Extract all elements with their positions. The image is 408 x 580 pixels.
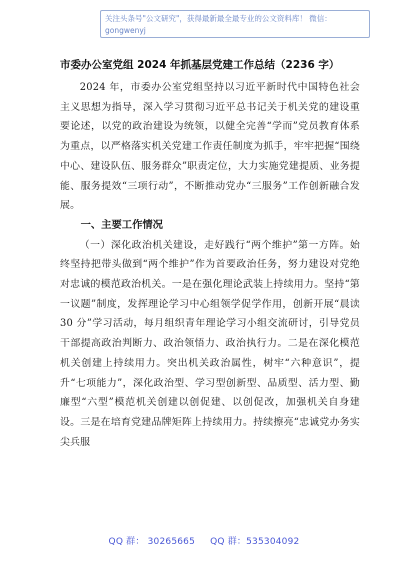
document-title: 市委办公室党组 2024 年抓基层党建工作总结（2236 字） [60, 59, 340, 71]
qq-group-1: QQ 群： 30265665 [108, 537, 196, 547]
header-banner [100, 10, 370, 38]
body-paragraph: （一）深化政治机关建设，走好践行“两个维护”第一方阵。始终坚持把带头做到“两个维护”作为首要政治任务，努力建设对党绝对忠诚的模范政治机关。一是在强化理论武装上持续用力。坚持“第一议题”制度，发挥理论学习中心组领学促学作用，创新开展“晨读 30 分”学习活动，每月组织青年理论学习小组交流研讨，引导党员干部提高政治判断力、政治领悟力、政治执行力。二是在深化模范机关创建上持续用力。突出机关政治属性，树牢“六种意识”，提升“七项能力”，深化政治型、学习型创新型、品质型、活力型、勤廉型“六型”模范机关创建以创促建、以创促改，加强机关自身建设。三是在培育党建品牌矩阵上持续用力。持续擦亮“忠诚党办务实尖兵服 [60, 239, 360, 448]
document-body [60, 78, 360, 452]
footer-contact [0, 534, 408, 547]
banner-text: 关注头条号"公文研究"，获得最新最全最专业的公文资料库！ 微信：gongwenyj [105, 14, 332, 35]
intro-paragraph: 2024 年，市委办公室党组坚持以习近平新时代中国特色社会主义思想为指导，深入学习贯彻习近平总书记关于机关党的建设重要论述，以党的政治建设为统领，以健全完善“学而”党员教育体系为重点，以严格落实机关党建工作责任制度为抓手，牢牢把握“围绕中心、建设队伍、服务群众”职责定位，大力实施党建提质、业务提能、服务提效“三项行动”，不断推动党办“三服务”工作创新融合发展。 [60, 82, 360, 212]
section-heading: 一、主要工作情况 [80, 218, 163, 231]
qq-group-2: QQ 群：535304092 [210, 537, 300, 547]
